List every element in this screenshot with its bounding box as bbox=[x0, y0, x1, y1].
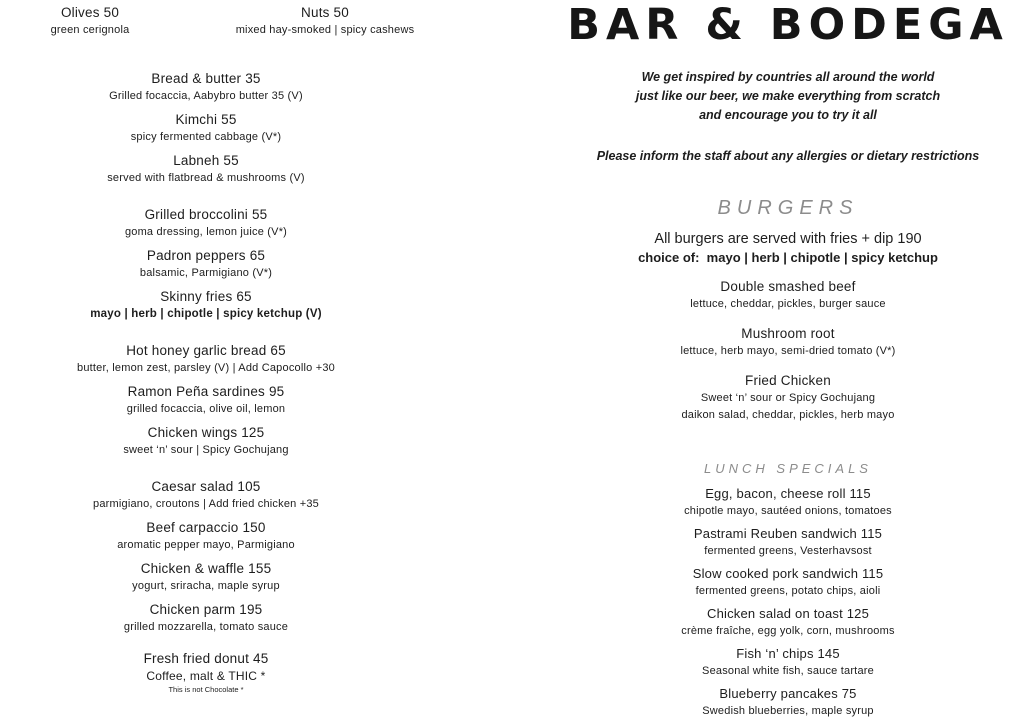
menu-item-desc: chipotle mayo, sautéed onions, tomatoes bbox=[684, 505, 892, 517]
menu-item bbox=[552, 372, 1024, 424]
menu-item bbox=[552, 485, 1024, 520]
menu-item-desc: fermented greens, Vesterhavsost bbox=[704, 545, 872, 557]
menu-item-name: Nuts 50 bbox=[301, 5, 349, 20]
intro-line-1: We get inspired by countries all around the world bbox=[641, 70, 935, 84]
menu-item-desc: goma dressing, lemon juice (V*) bbox=[124, 226, 288, 238]
menu-item-name: Skinny fries 65 bbox=[160, 289, 252, 304]
menu-item bbox=[0, 601, 412, 636]
menu-item bbox=[0, 424, 412, 459]
menu-item bbox=[0, 70, 412, 105]
menu-item-desc: lettuce, herb mayo, semi-dried tomato (V*) bbox=[680, 345, 896, 357]
menu-item bbox=[552, 565, 1024, 600]
menu-item-name: Slow cooked pork sandwich 115 bbox=[692, 566, 884, 581]
menu-item-nuts bbox=[190, 4, 460, 39]
menu-item-name: Beef carpaccio 150 bbox=[146, 520, 266, 535]
menu-item-name: Mushroom root bbox=[741, 326, 835, 341]
menu-item-name: Fish ‘n’ chips 145 bbox=[736, 646, 840, 661]
menu-item bbox=[552, 645, 1024, 680]
menu-item-name: Pastrami Reuben sandwich 115 bbox=[693, 526, 883, 541]
menu-item-desc: fermented greens, potato chips, aioli bbox=[695, 585, 881, 597]
menu-item-name: Fresh fried donut 45 bbox=[143, 651, 269, 666]
restaurant-title: BAR & BODEGA bbox=[567, 0, 1009, 50]
menu-item-olives bbox=[10, 4, 170, 39]
menu-item-name: Chicken salad on toast 125 bbox=[706, 606, 870, 621]
menu-item bbox=[0, 111, 412, 146]
menu-item-name: Caesar salad 105 bbox=[151, 479, 261, 494]
menu-item bbox=[552, 685, 1024, 720]
intro-text bbox=[552, 68, 1024, 125]
menu-item-desc: balsamic, Parmigiano (V*) bbox=[139, 267, 273, 279]
menu-item-desc: Coffee, malt & THIC * bbox=[146, 669, 266, 683]
menu-item-desc: mayo | herb | chipotle | spicy ketchup (V) bbox=[90, 308, 322, 320]
menu-item-desc: mixed hay-smoked | spicy cashews bbox=[235, 24, 415, 36]
menu-item-desc: lettuce, cheddar, pickles, burger sauce bbox=[690, 298, 886, 310]
menu-item-name: Kimchi 55 bbox=[175, 112, 237, 127]
menu-item bbox=[0, 247, 412, 282]
menu-item bbox=[552, 525, 1024, 560]
menu-item bbox=[0, 650, 412, 695]
menu-item-name: Bread & butter 35 bbox=[151, 71, 261, 86]
menu-item-desc: grilled mozzarella, tomato sauce bbox=[123, 621, 289, 633]
menu-item bbox=[0, 152, 412, 187]
menu-item-name: Egg, bacon, cheese roll 115 bbox=[705, 486, 871, 501]
menu-item-name: Olives 50 bbox=[60, 5, 120, 20]
left-menu-list bbox=[0, 70, 412, 701]
menu-item-desc: aromatic pepper mayo, Parmigiano bbox=[117, 539, 295, 551]
menu-item-desc: crème fraîche, egg yolk, corn, mushrooms bbox=[681, 625, 895, 637]
menu-item bbox=[0, 288, 412, 323]
burgers-heading: BURGERS bbox=[717, 197, 859, 219]
allergy-note: Please inform the staff about any allergies or dietary restrictions bbox=[596, 149, 980, 163]
menu-item-name: Blueberry pancakes 75 bbox=[719, 686, 857, 701]
menu-item-name: Chicken parm 195 bbox=[149, 602, 263, 617]
burgers-items bbox=[552, 278, 1024, 424]
menu-item-desc: Grilled focaccia, Aabybro butter 35 (V) bbox=[109, 90, 303, 102]
menu-item bbox=[0, 383, 412, 418]
menu-item bbox=[552, 278, 1024, 313]
menu-item-desc: sweet ‘n’ sour | Spicy Gochujang bbox=[123, 444, 289, 456]
menu-item bbox=[552, 325, 1024, 360]
menu-item bbox=[0, 206, 412, 241]
menu-item bbox=[552, 605, 1024, 640]
menu-item-desc: Sweet ‘n’ sour or Spicy Gochujang bbox=[700, 392, 876, 404]
menu-item-name: Grilled broccolini 55 bbox=[144, 207, 268, 222]
menu-item-desc: served with flatbread & mushrooms (V) bbox=[107, 172, 305, 184]
lunch-specials-section bbox=[552, 460, 1024, 725]
burgers-subtitle: All burgers are served with fries + dip 190 bbox=[654, 231, 922, 247]
menu-item bbox=[0, 519, 412, 554]
menu-item-name: Chicken wings 125 bbox=[147, 425, 265, 440]
menu-item-desc: Swedish blueberries, maple syrup bbox=[702, 705, 874, 717]
menu-item-name: Fried Chicken bbox=[745, 373, 831, 388]
menu-item-desc: Seasonal white fish, sauce tartare bbox=[702, 665, 874, 677]
menu-item bbox=[0, 342, 412, 377]
menu-item bbox=[0, 560, 412, 595]
fine-print: This is not Chocolate * bbox=[168, 685, 244, 694]
menu-item-desc: spicy fermented cabbage (V*) bbox=[130, 131, 282, 143]
menu-item-name: Padron peppers 65 bbox=[146, 248, 266, 263]
menu-item-name: Labneh 55 bbox=[173, 153, 239, 168]
lunch-specials-heading: LUNCH SPECIALS bbox=[704, 461, 872, 476]
menu-item-desc: yogurt, sriracha, maple syrup bbox=[132, 580, 280, 592]
menu-item bbox=[0, 478, 412, 513]
menu-item-desc: butter, lemon zest, parsley (V) | Add Capocollo +30 bbox=[77, 362, 335, 374]
menu-item-name: Ramon Peña sardines 95 bbox=[127, 384, 285, 399]
menu-item-name: Hot honey garlic bread 65 bbox=[126, 343, 286, 358]
menu-item-desc: parmigiano, croutons | Add fried chicken +35 bbox=[93, 498, 319, 510]
menu-item-desc: grilled focaccia, olive oil, lemon bbox=[126, 403, 286, 415]
menu-item-desc: daikon salad, cheddar, pickles, herb mayo bbox=[681, 409, 895, 421]
burgers-section bbox=[552, 196, 1024, 436]
burgers-choice: choice of: mayo | herb | chipotle | spicy ketchup bbox=[638, 250, 938, 265]
menu-item-desc: green cerignola bbox=[50, 24, 130, 36]
menu-item-name: Double smashed beef bbox=[720, 279, 856, 294]
intro-line-3: and encourage you to try it all bbox=[699, 108, 877, 122]
menu-item-name: Chicken & waffle 155 bbox=[140, 561, 272, 576]
intro-line-2: just like our beer, we make everything from scratch bbox=[635, 89, 941, 103]
